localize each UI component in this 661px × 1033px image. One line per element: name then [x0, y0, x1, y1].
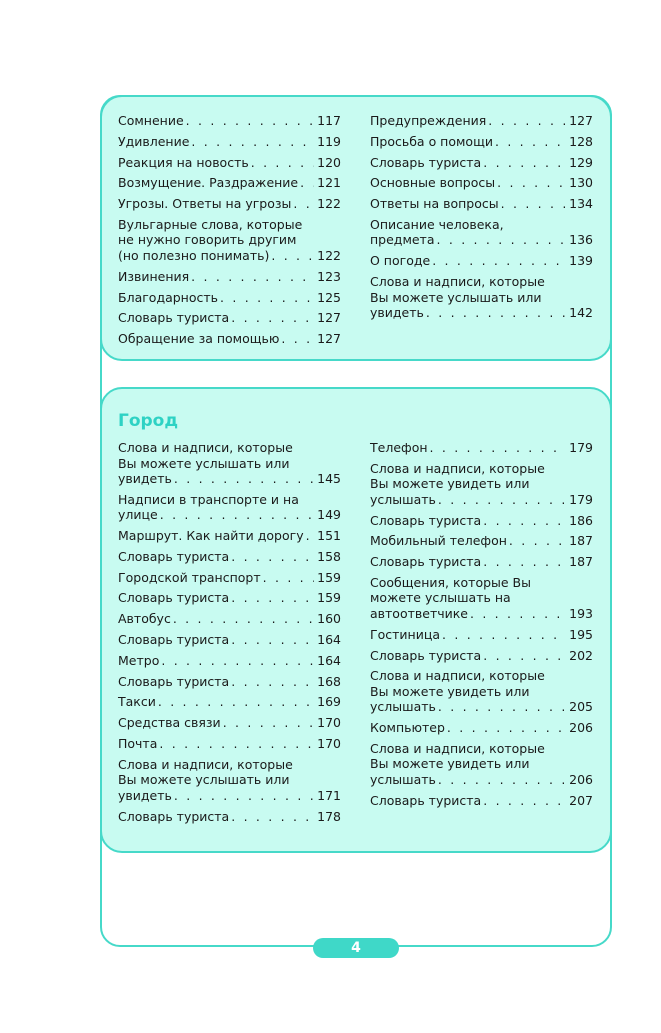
toc-entry-title-line: Реакция на новость	[118, 154, 249, 170]
toc-entry-page: 127	[317, 310, 341, 326]
toc-entry[interactable]	[118, 269, 341, 285]
toc-entry[interactable]	[118, 196, 341, 212]
toc-column-right	[370, 113, 593, 326]
toc-entry[interactable]	[118, 113, 341, 129]
toc-entry[interactable]	[118, 694, 341, 710]
toc-entry-title-line: Удивление	[118, 133, 190, 149]
toc-entry-title-line: Слова и надписи, которые	[370, 274, 545, 290]
toc-entry-page: 158	[317, 548, 341, 564]
dot-leader	[263, 570, 315, 586]
toc-entry-title-line: увидеть	[118, 471, 172, 486]
toc-entry-title-line: Просьба о помощи	[370, 133, 493, 149]
toc-entry[interactable]	[370, 720, 593, 736]
toc-entry-title-line: Предупреждения	[370, 113, 487, 128]
dot-leader	[426, 305, 566, 321]
dot-leader	[281, 331, 314, 347]
toc-entry[interactable]	[370, 793, 593, 809]
dot-leader	[483, 155, 566, 171]
dot-leader	[160, 507, 314, 523]
toc-entry[interactable]	[370, 533, 593, 549]
toc-entry-title-line: Вы можете услышать или	[118, 455, 290, 471]
toc-entry[interactable]	[370, 196, 593, 212]
toc-entry-title-line: Вы можете услышать или	[370, 289, 542, 305]
toc-entry-page: 207	[569, 792, 593, 808]
toc-entry-title-line: Извинения	[118, 268, 190, 284]
toc-entry-title-line: услышать	[370, 771, 436, 787]
toc-entry-title-line: Гостиница	[370, 626, 441, 642]
toc-entry[interactable]	[370, 741, 593, 788]
toc-entry-title-line: не нужно говорить другим	[118, 232, 297, 248]
toc-entry[interactable]	[118, 217, 341, 264]
toc-entry-page: 205	[569, 699, 593, 715]
dot-leader	[223, 715, 314, 731]
toc-entry-title-line: Слова и надписи, которые	[370, 740, 545, 756]
toc-entry[interactable]	[370, 175, 593, 191]
toc-entry[interactable]	[370, 554, 593, 570]
toc-entry-title-line: Автобус	[118, 611, 171, 627]
toc-entry-title-line: Надписи в транспорте и на	[118, 491, 299, 507]
toc-entry-page: 128	[569, 133, 593, 149]
toc-entry[interactable]	[118, 492, 341, 523]
toc-entry-page: 129	[569, 154, 593, 170]
dot-leader	[251, 155, 314, 171]
toc-entry[interactable]	[370, 627, 593, 643]
toc-entry-title-line: Словарь туриста	[118, 310, 230, 326]
toc-entry-title-line: предмета	[370, 232, 435, 248]
toc-entry[interactable]	[118, 757, 341, 804]
toc-entry-page: 117	[317, 113, 341, 128]
toc-entry-page: 142	[569, 305, 593, 321]
toc-entry-page: 120	[317, 154, 341, 170]
dot-leader	[231, 632, 314, 648]
toc-entry-page: 170	[317, 736, 341, 752]
toc-entry-page: 169	[317, 694, 341, 710]
toc-entry[interactable]	[118, 549, 341, 565]
toc-column-right	[370, 440, 593, 814]
toc-entry-page: 119	[317, 133, 341, 149]
toc-entry-title-line: Слова и надписи, которые	[370, 460, 545, 476]
toc-entry-title-line: Словарь туриста	[370, 554, 482, 570]
toc-entry-title-line: Возмущение. Раздражение	[118, 175, 299, 191]
toc-entry-title-line: Словарь туриста	[118, 673, 230, 689]
toc-entry-title-line: Благодарность	[118, 289, 219, 305]
dot-leader	[158, 694, 314, 710]
toc-entry-page: 186	[569, 512, 593, 528]
toc-entry-page: 160	[317, 611, 341, 627]
dot-leader	[509, 533, 566, 549]
toc-entry-title-line: Сообщения, которые Вы	[370, 574, 531, 590]
toc-entry-page: 159	[317, 569, 341, 585]
toc-entry[interactable]	[118, 715, 341, 731]
toc-entry-page: 122	[317, 196, 341, 212]
toc-entry-title-line: Сомнение	[118, 113, 184, 128]
toc-entry-title-line: Слова и надписи, которые	[118, 440, 293, 455]
dot-leader	[271, 248, 314, 264]
toc-entry-page: 164	[317, 632, 341, 648]
dot-leader	[430, 440, 567, 456]
page-number: 4	[313, 938, 399, 958]
dot-leader	[231, 674, 314, 690]
toc-entry[interactable]	[118, 134, 341, 150]
toc-entry-title-line: Слова и надписи, которые	[370, 668, 545, 684]
dot-leader	[173, 611, 314, 627]
dot-leader	[159, 736, 314, 752]
dot-leader	[186, 113, 314, 129]
toc-entry-title-line: Словарь туриста	[370, 647, 482, 663]
toc-entry-page: 159	[317, 590, 341, 606]
toc-entry-title-line: Вы можете увидеть или	[370, 683, 530, 699]
toc-entry-page: 139	[569, 253, 593, 269]
toc-entry-title-line: услышать	[370, 699, 436, 715]
toc-entry-title-line: Вы можете увидеть или	[370, 756, 530, 772]
toc-entry[interactable]	[118, 155, 341, 171]
toc-entry-page: 193	[569, 605, 593, 621]
dot-leader	[470, 606, 566, 622]
toc-entry-page: 151	[317, 528, 341, 544]
toc-panel-1	[100, 95, 612, 361]
toc-entry-title-line: Телефон	[370, 440, 428, 455]
toc-entry-page: 171	[317, 787, 341, 803]
toc-entry-page: 187	[569, 554, 593, 570]
toc-entry-title-line: Средства связи	[118, 715, 221, 731]
dot-leader	[497, 175, 566, 191]
toc-entry[interactable]	[118, 310, 341, 326]
toc-entry[interactable]	[118, 440, 341, 487]
toc-entry-title-line: Словарь туриста	[370, 154, 482, 170]
toc-entry-title-line: услышать	[370, 491, 436, 507]
toc-entry-title-line: О погоде	[370, 253, 431, 269]
toc-entry[interactable]	[370, 253, 593, 269]
toc-entry[interactable]	[118, 290, 341, 306]
dot-leader	[437, 232, 567, 248]
toc-entry-title-line: (но полезно понимать)	[118, 247, 270, 263]
dot-leader	[300, 175, 314, 191]
toc-entry[interactable]	[118, 331, 341, 347]
dot-leader	[231, 590, 314, 606]
toc-entry-title-line: Вы можете увидеть или	[370, 476, 530, 492]
toc-entry-title-line: Маршрут. Как найти дорогу	[118, 528, 304, 544]
toc-entry-page: 202	[569, 647, 593, 663]
toc-entry-title-line: Почта	[118, 736, 158, 752]
dot-leader	[191, 269, 314, 285]
toc-entry-page: 130	[569, 175, 593, 191]
toc-entry-title-line: Обращение за помощью	[118, 331, 280, 347]
toc-entry-page: 125	[317, 289, 341, 305]
toc-entry-title-line: Словарь туриста	[370, 512, 482, 528]
toc-entry-title-line: Слова и надписи, которые	[118, 756, 293, 772]
toc-entry[interactable]	[370, 217, 593, 248]
toc-entry-title-line: улице	[118, 507, 158, 523]
dot-leader	[231, 549, 314, 565]
toc-column-left	[118, 440, 341, 829]
dot-leader	[488, 113, 566, 129]
toc-entry[interactable]	[118, 632, 341, 648]
dot-leader	[231, 809, 314, 825]
toc-entry[interactable]	[370, 113, 593, 129]
dot-leader	[483, 513, 566, 529]
dot-leader	[432, 253, 566, 269]
toc-entry-page: 134	[569, 196, 593, 212]
dot-leader	[442, 627, 566, 643]
toc-entry-title-line: Такси	[118, 694, 156, 710]
toc-entry-title-line: увидеть	[118, 787, 172, 803]
toc-entry-title-line: Вы можете услышать или	[118, 772, 290, 788]
toc-entry-page: 127	[317, 331, 341, 347]
dot-leader	[220, 290, 314, 306]
dot-leader	[161, 653, 314, 669]
toc-entry-page: 195	[569, 626, 593, 642]
section-title: Город	[118, 411, 179, 431]
toc-entry-page: 187	[569, 533, 593, 549]
toc-entry-title-line: увидеть	[370, 305, 424, 321]
toc-entry-title-line: Словарь туриста	[118, 548, 230, 564]
toc-entry-page: 122	[317, 247, 341, 263]
toc-entry[interactable]	[118, 611, 341, 627]
toc-entry-title-line: Ответы на вопросы	[370, 196, 499, 212]
toc-entry-title-line: Компьютер	[370, 720, 445, 736]
toc-column-left	[118, 113, 341, 352]
toc-entry[interactable]	[370, 648, 593, 664]
toc-entry[interactable]	[118, 570, 341, 586]
dot-leader	[483, 648, 566, 664]
toc-entry-page: 149	[317, 507, 341, 523]
dot-leader	[174, 471, 314, 487]
toc-entry-page: 170	[317, 715, 341, 731]
toc-entry-title-line: Метро	[118, 652, 160, 668]
toc-entry-page: 145	[317, 471, 341, 486]
toc-entry[interactable]	[370, 274, 593, 321]
toc-entry-title-line: Мобильный телефон	[370, 533, 507, 549]
dot-leader	[495, 134, 566, 150]
toc-entry[interactable]	[370, 440, 593, 456]
toc-entry-title-line: Словарь туриста	[118, 808, 230, 824]
toc-entry-page: 127	[569, 113, 593, 128]
toc-entry-page: 121	[317, 175, 341, 191]
toc-entry-title-line: автоответчике	[370, 605, 468, 621]
toc-panel-city	[100, 387, 612, 853]
toc-entry-page: 123	[317, 268, 341, 284]
toc-entry-title-line: Вульгарные слова, которые	[118, 216, 303, 232]
toc-entry[interactable]	[118, 175, 341, 191]
toc-entry[interactable]	[118, 590, 341, 606]
dot-leader	[174, 788, 314, 804]
dot-leader	[306, 528, 315, 544]
toc-entry-title-line: можете услышать на	[370, 590, 511, 606]
toc-entry-title-line: Городской транспорт	[118, 569, 261, 585]
dot-leader	[231, 310, 314, 326]
toc-entry[interactable]	[118, 653, 341, 669]
toc-entry-page: 168	[317, 673, 341, 689]
toc-entry-page: 178	[317, 808, 341, 824]
toc-entry[interactable]	[370, 461, 593, 508]
toc-entry-page: 206	[569, 720, 593, 736]
toc-entry[interactable]	[118, 809, 341, 825]
dot-leader	[483, 793, 566, 809]
toc-entry[interactable]	[370, 668, 593, 715]
toc-entry-page: 136	[569, 232, 593, 248]
toc-entry-page: 179	[569, 440, 593, 455]
toc-entry-page: 206	[569, 771, 593, 787]
toc-entry-title-line: Описание человека,	[370, 216, 504, 232]
toc-entry-page: 164	[317, 652, 341, 668]
toc-entry-title-line: Словарь туриста	[118, 632, 230, 648]
dot-leader	[438, 772, 566, 788]
toc-entry[interactable]	[370, 134, 593, 150]
toc-entry[interactable]	[118, 528, 341, 544]
dot-leader	[293, 196, 314, 212]
toc-entry[interactable]	[118, 674, 341, 690]
toc-entry-title-line: Основные вопросы	[370, 175, 496, 191]
dot-leader	[447, 720, 566, 736]
toc-entry[interactable]	[118, 736, 341, 752]
toc-entry[interactable]	[370, 575, 593, 622]
dot-leader	[501, 196, 567, 212]
dot-leader	[438, 699, 566, 715]
dot-leader	[191, 134, 314, 150]
toc-entry-title-line: Угрозы. Ответы на угрозы	[118, 196, 292, 212]
toc-entry-title-line: Словарь туриста	[370, 792, 482, 808]
toc-entry[interactable]	[370, 155, 593, 171]
dot-leader	[438, 492, 566, 508]
toc-entry-page: 179	[569, 491, 593, 507]
toc-entry-title-line: Словарь туриста	[118, 590, 230, 606]
dot-leader	[483, 554, 566, 570]
toc-entry[interactable]	[370, 513, 593, 529]
